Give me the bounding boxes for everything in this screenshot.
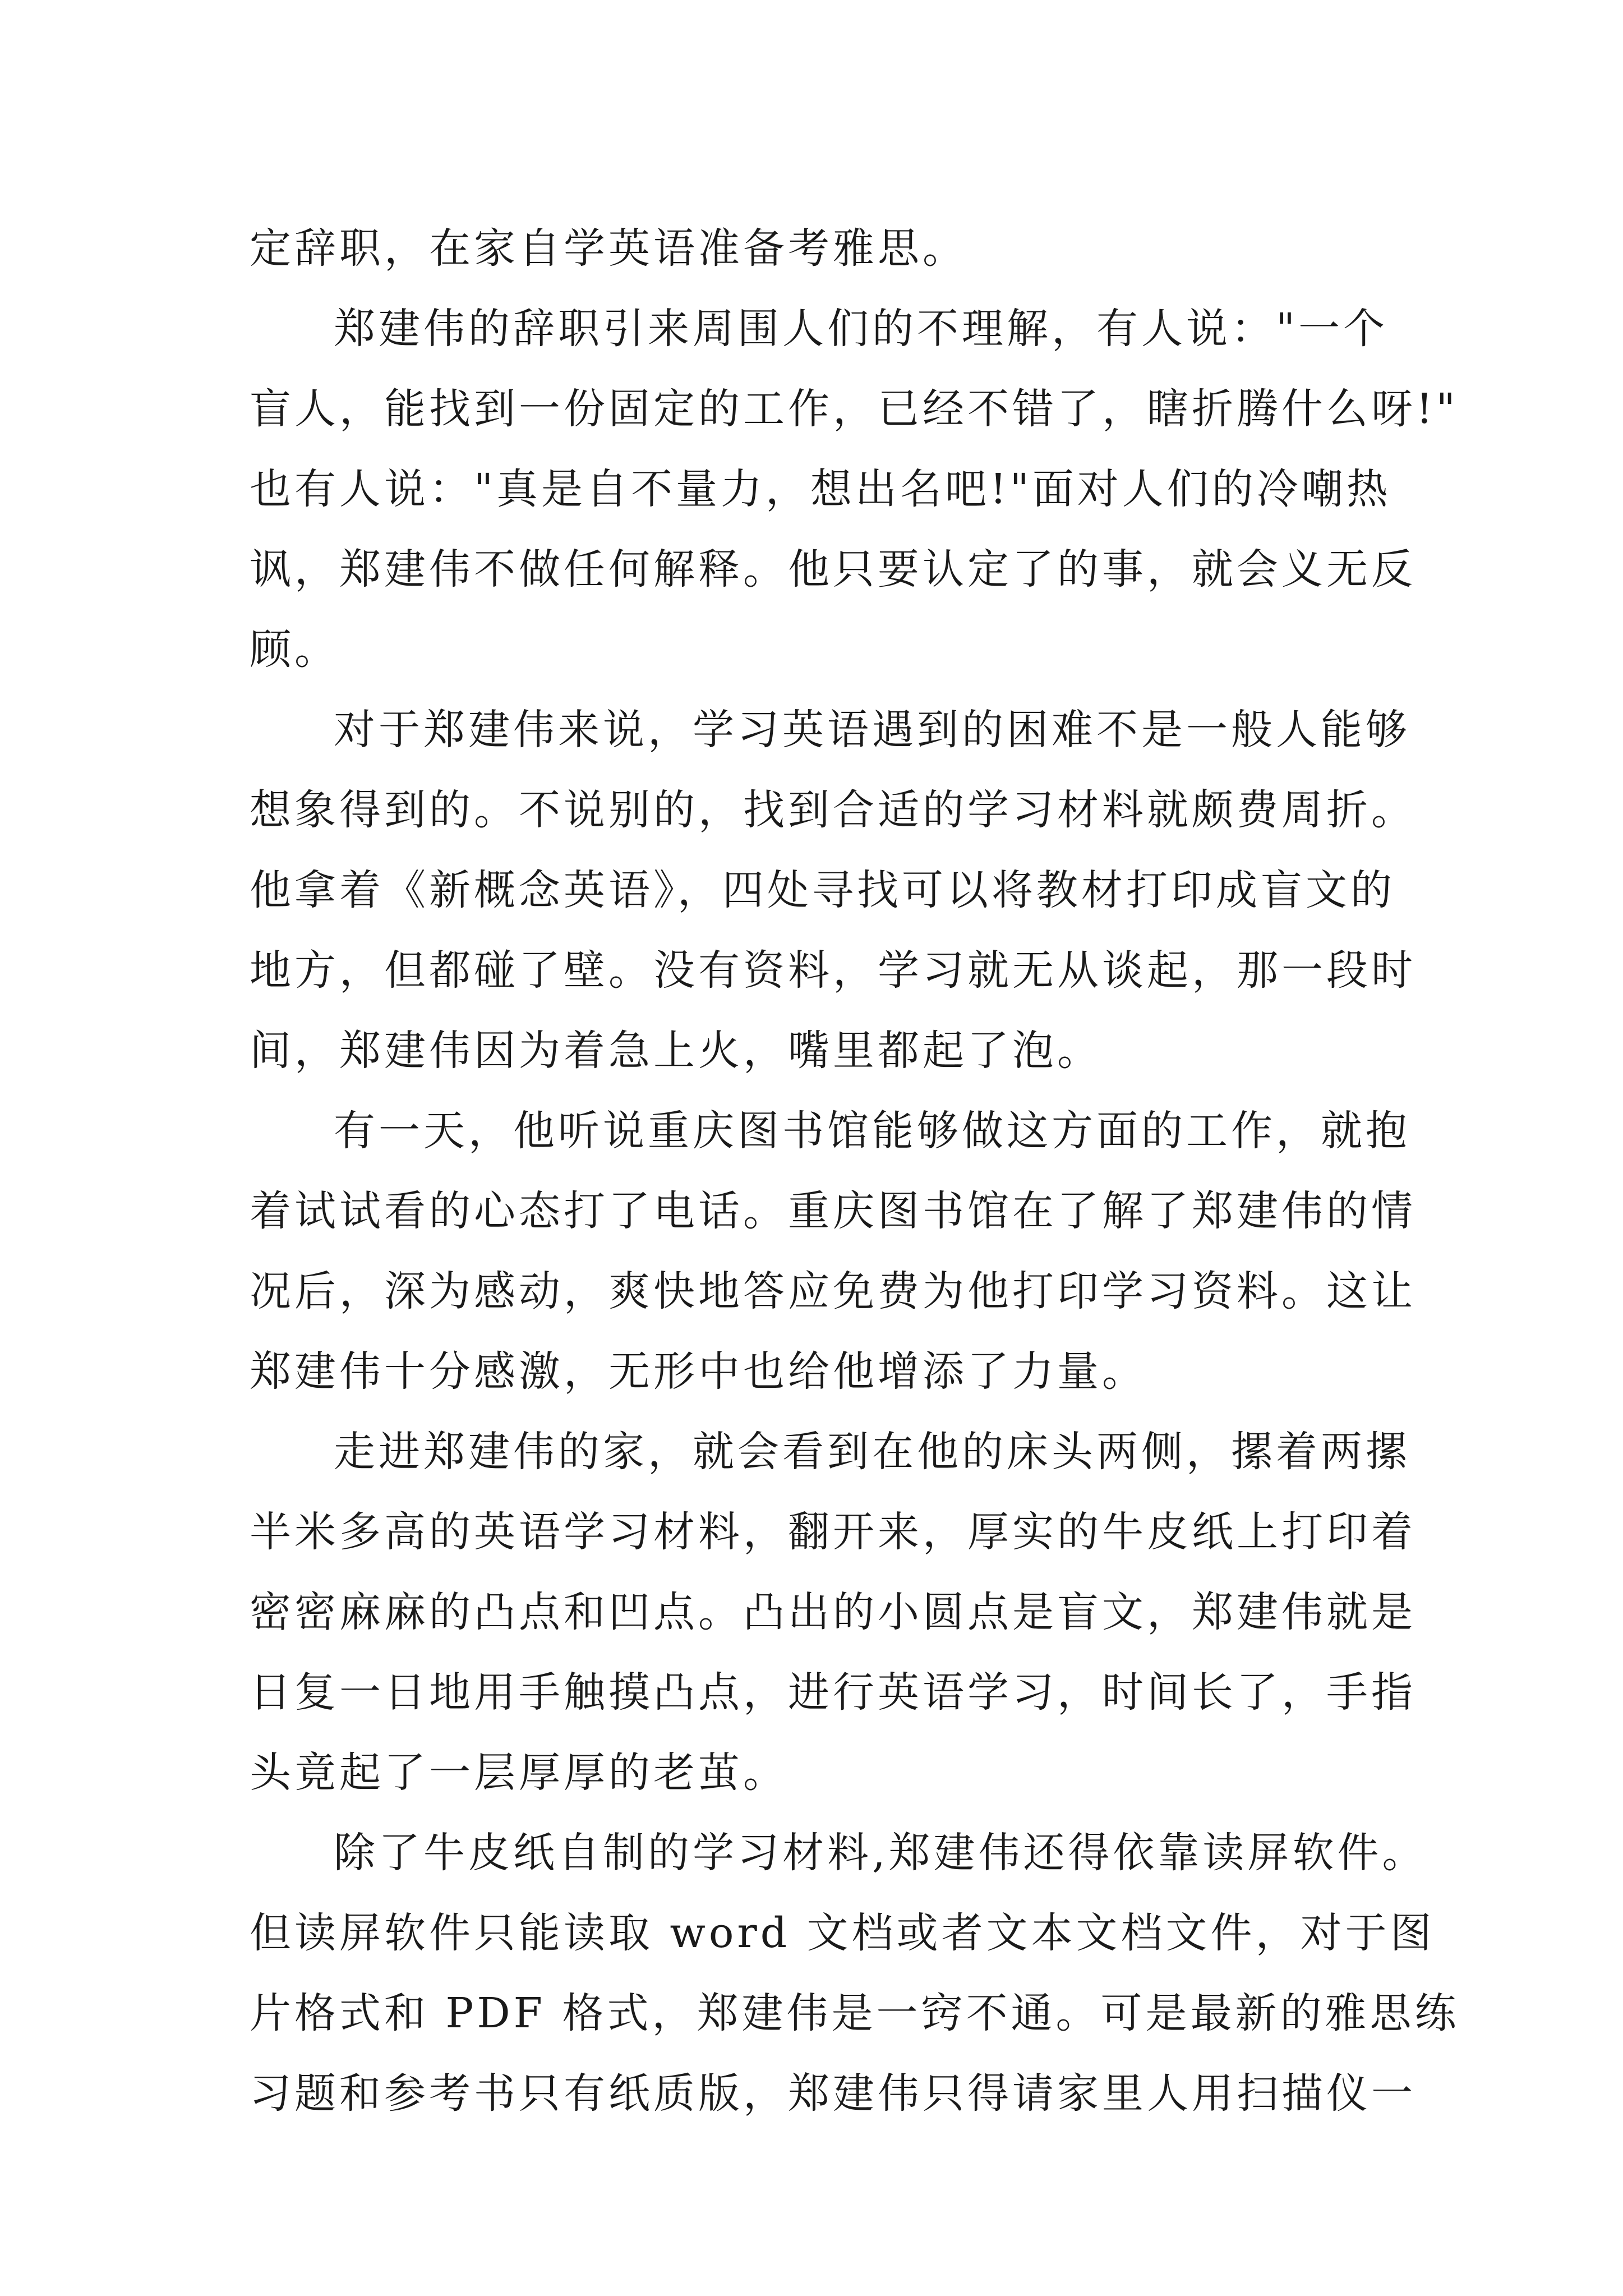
paragraph-line: 但读屏软件只能读取 word 文档或者文本文档文件，对于图 bbox=[250, 1909, 1435, 1957]
paragraph-line: 地方，但都碰了壁。没有资料，学习就无从谈起，那一段时 bbox=[250, 946, 1416, 995]
paragraph-line: 有一天，他听说重庆图书馆能够做这方面的工作，就抱 bbox=[334, 1107, 1410, 1155]
paragraph-line: 片格式和 PDF 格式，郑建伟是一窍不通。可是最新的雅思练 bbox=[250, 1989, 1460, 2037]
paragraph-2 bbox=[250, 289, 1459, 690]
paragraph-line: 讽，郑建伟不做任何解释。他只要认定了的事，就会义无反 bbox=[250, 545, 1416, 593]
paragraph-line: 也有人说："真是自不量力，想出名吧!"面对人们的冷嘲热 bbox=[250, 465, 1391, 513]
paragraph-line: 除了牛皮纸自制的学习材料,郑建伟还得依靠读屏软件。 bbox=[334, 1829, 1427, 1877]
paragraph-6 bbox=[250, 1813, 1460, 2134]
paragraph-line: 间，郑建伟因为着急上火，嘴里都起了泡。 bbox=[250, 1027, 1102, 1075]
paragraph-line: 头竟起了一层厚厚的老茧。 bbox=[250, 1749, 788, 1797]
paragraph-1 bbox=[250, 209, 1382, 289]
paragraph-line: 日复一日地用手触摸凸点，进行英语学习，时间长了，手指 bbox=[250, 1668, 1416, 1717]
paragraph-line: 顾。 bbox=[250, 625, 339, 674]
paragraph-line: 盲人，能找到一份固定的工作，已经不错了，瞎折腾什么呀!" bbox=[250, 385, 1459, 433]
paragraph-line: 想象得到的。不说别的，找到合适的学习材料就颇费周折。 bbox=[250, 786, 1416, 834]
paragraph-line: 定辞职，在家自学英语准备考雅思。 bbox=[250, 224, 967, 273]
paragraph-line: 况后，深为感动，爽快地答应免费为他打印学习资料。这让 bbox=[250, 1267, 1416, 1315]
paragraph-line: 走进郑建伟的家，就会看到在他的床头两侧，摞着两摞 bbox=[334, 1428, 1410, 1476]
paragraph-line: 半米多高的英语学习材料，翻开来，厚实的牛皮纸上打印着 bbox=[250, 1508, 1416, 1556]
paragraph-4 bbox=[250, 1091, 1416, 1412]
paragraph-line: 郑建伟的辞职引来周围人们的不理解，有人说："一个 bbox=[334, 305, 1389, 353]
paragraph-line: 密密麻麻的凸点和凹点。凸出的小圆点是盲文，郑建伟就是 bbox=[250, 1588, 1416, 1636]
paragraph-line: 对于郑建伟来说，学习英语遇到的困难不是一般人能够 bbox=[334, 706, 1410, 754]
paragraph-line: 郑建伟十分感激，无形中也给他增添了力量。 bbox=[250, 1347, 1147, 1396]
paragraph-5 bbox=[250, 1412, 1416, 1813]
paragraph-line: 着试试看的心态打了电话。重庆图书馆在了解了郑建伟的情 bbox=[250, 1187, 1416, 1235]
paragraph-line: 习题和参考书只有纸质版，郑建伟只得请家里人用扫描仪一 bbox=[250, 2069, 1416, 2118]
paragraph-3 bbox=[250, 690, 1416, 1091]
document-page bbox=[250, 209, 1460, 2134]
paragraph-line: 他拿着《新概念英语》，四处寻找可以将教材打印成盲文的 bbox=[250, 866, 1395, 914]
